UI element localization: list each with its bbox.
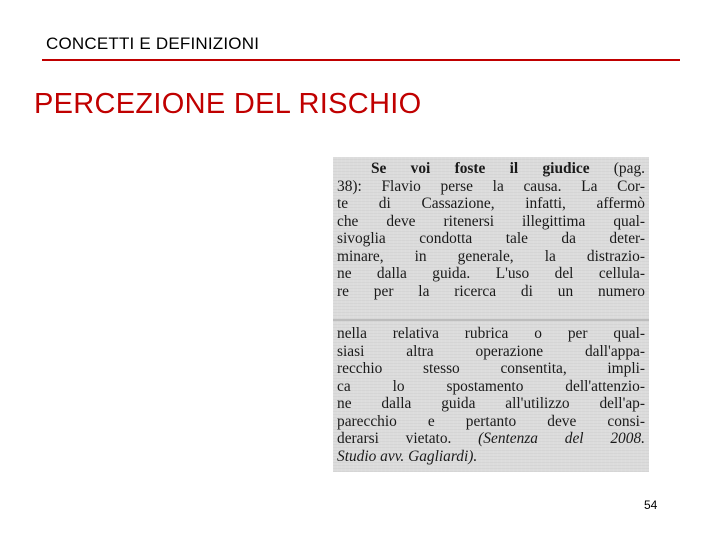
clipping-line: re per la ricerca di un numero [337,282,645,300]
page-number: 54 [644,498,658,512]
clipping-headline: Se voi foste il giudice [371,160,590,177]
clipping-citation-line: Studio avv. Gagliardi). [337,447,478,465]
section-header: CONCETTI E DEFINIZIONI [46,34,260,53]
clipping-line: minare, in generale, la distrazio- [337,247,645,265]
header-divider [42,59,680,61]
clipping-line: recchio stesso consentita, impli- [337,360,645,377]
clipping-line: che deve ritenersi illegittima qual- [337,212,645,230]
clipping-line: ne dalla guida all'utilizzo dell'ap- [337,395,645,412]
clipping-line: 38): Flavio perse la causa. La Cor- [337,177,645,195]
clipping-line: siasi altra operazione dall'appa- [337,342,645,360]
clipping-line: sivoglia condotta tale da deter- [337,230,645,247]
clipping-line [333,160,649,178]
clipping-divider [333,319,649,321]
clipping-line: nella relativa rubrica o per qual- [337,325,645,342]
clipping-line [333,430,649,448]
clipping-top-column [333,160,649,300]
slide-title: PERCEZIONE DEL RISCHIO [34,88,422,120]
clipping-line: ne dalla guida. L'uso del cellula- [337,265,645,282]
clipping-bottom-column [333,325,649,465]
clipping-text: derarsi vietato. [337,430,479,447]
clipping-line: te di Cassazione, infatti, affermò [337,195,645,212]
clipping-line: ca lo spostamento dell'attenzio- [337,377,645,395]
newspaper-clipping [333,157,649,472]
clipping-headline-rest: (pag. [589,160,646,177]
clipping-citation: (Sentenza del 2008. [478,430,645,447]
clipping-line: parecchio e pertanto deve consi- [337,412,645,430]
